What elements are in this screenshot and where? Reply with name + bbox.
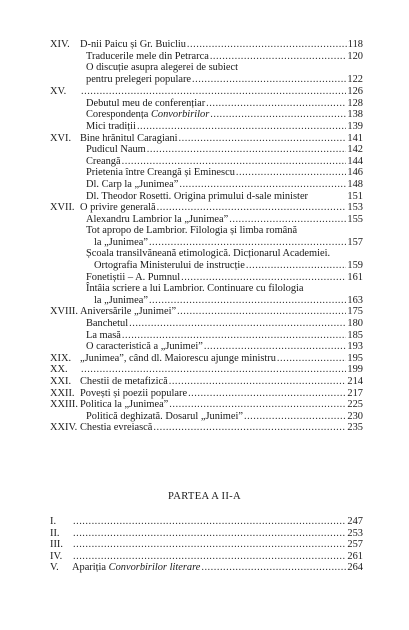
dot-leader [188,388,346,400]
entry-title-text: la „Junimea” [94,294,148,306]
toc-entry [50,98,363,110]
entry-title-text: Debutul meu de conferențiar [86,97,206,109]
toc-entry [50,306,363,318]
entry-title-text: Dl. Carp la „Junimea” [86,178,179,190]
entry-title-text: Mici tradiții [86,120,136,132]
page-number: 146 [347,167,363,179]
chapter-number: XVIII. [50,306,78,318]
page-number: 155 [347,213,363,225]
toc-entry [50,121,363,133]
entry-title [86,98,205,110]
page-number: 153 [347,202,363,214]
page-number: 138 [347,109,363,121]
page-number: 217 [347,387,363,399]
chapter-number: XIX. [50,352,72,364]
chapter-number: II. [50,527,60,539]
entry-title [86,411,243,423]
dot-leader [181,272,346,284]
entry-title-text: Aniversările „Junimei” [80,306,177,318]
chapter-number: XXIV. [50,422,78,434]
entry-title [72,562,200,574]
entry-title [86,109,209,121]
entry-title [86,167,235,179]
dot-leader [236,167,347,179]
page-number: 157 [347,236,363,248]
entry-title-text: Dl. Theodor Rosetti. Origina primului d-sale minister [86,190,309,202]
dot-leader [149,295,346,307]
entry-title-text: Prietenia între Creangă și Eminescu [86,167,235,179]
entry-title [94,260,245,272]
entry-title [80,202,156,214]
toc-entry [50,295,363,307]
chapter-number: V. [50,562,59,574]
dot-leader [169,376,347,388]
entry-title-text: Întâia scriere a lui Lambrior. Continuare cu filologia [86,283,304,295]
entry-title [86,62,238,74]
page-number: 180 [347,318,363,330]
page-number: 185 [347,329,363,341]
toc-entry [50,376,363,388]
toc-entry [50,330,363,342]
page-number: 257 [347,539,363,551]
entry-title-text: Fonetiștii – A. Pumnul [86,271,181,283]
dot-leader [206,98,346,110]
dot-leader [122,330,347,342]
entry-title-text: Creangă [86,155,121,167]
page-number: 261 [347,550,363,562]
page-number: 235 [347,422,363,434]
entry-title-text: la „Junimea” [94,236,148,248]
page-number: 199 [347,364,363,376]
entry-title-text: Chestia evreiască [80,422,153,434]
toc-entry [50,411,363,423]
dot-leader [210,109,346,121]
dot-leader [201,562,346,574]
entry-title [94,295,148,307]
chapter-number: XX. [50,364,68,376]
entry-title [86,225,297,237]
dot-leader [137,121,346,133]
entry-title [86,121,136,133]
toc-entry [50,191,363,203]
entry-title-italic: Convorbirilor literare [108,562,201,574]
page-number: 118 [347,39,363,50]
entry-title [80,306,176,318]
entry-title-text: „Junimea”, când dl. Maiorescu ajunge ministru [80,352,276,364]
toc-part-one [50,39,363,434]
page-number: 139 [347,120,363,132]
chapter-number: XXIII. [50,399,78,411]
dot-leader [73,516,346,528]
entry-title [86,191,308,203]
dot-leader [229,214,346,226]
toc-entry [50,562,363,574]
page-number: 128 [347,97,363,109]
dot-leader [244,411,346,423]
entry-title [86,341,203,353]
toc-entry [50,51,363,63]
dot-leader [147,144,347,156]
entry-title [86,179,178,191]
chapter-number: IV. [50,550,63,562]
chapter-number: XVI. [50,132,72,144]
dot-leader [122,156,347,168]
page-number: 142 [347,144,363,156]
entry-title [86,248,330,260]
toc-entry [50,539,363,551]
entry-title-text: D-nii Paicu și Gr. Buicliu [80,39,186,50]
page-number: 126 [347,86,363,98]
entry-title [86,283,304,295]
dot-leader [169,399,346,411]
toc-entry [50,133,363,145]
entry-title-text: Pudicul Naum [86,144,146,156]
entry-title-text: O privire generală [80,202,156,214]
page-number: 230 [347,410,363,422]
page-number: 214 [347,376,363,388]
entry-title [86,156,121,168]
entry-title-text: Școala transilvăneană etimologică. Dicționarul Academiei. [86,248,331,260]
chapter-number: XV. [50,86,67,98]
toc-entry [50,318,363,330]
toc-entry [50,202,363,214]
page-number: 122 [347,73,363,85]
entry-title-text: Bine hrănitul Caragiani [80,132,178,144]
entry-title [80,133,178,145]
entry-title [86,74,191,86]
page-number: 120 [347,50,363,62]
chapter-number: XXII. [50,387,75,399]
entry-title-text: Povești și poezii populare [80,387,188,399]
toc-entry [50,156,363,168]
dot-leader [192,74,346,86]
entry-title [80,353,276,365]
page-number: 159 [347,260,363,272]
chapter-number: XVII. [50,202,75,214]
dot-leader [81,364,346,376]
toc-entry [50,341,363,353]
page-number: 175 [347,306,363,318]
toc-entry [50,516,363,528]
toc-part-two [50,516,363,574]
entry-title [86,330,121,342]
page-number: 163 [347,294,363,306]
toc-entry [50,214,363,226]
entry-title [80,39,186,51]
dot-leader [73,528,346,540]
entry-title [86,318,128,330]
toc-entry [50,260,363,272]
entry-title [80,388,187,400]
page-number: 141 [347,132,363,144]
dot-leader [187,39,347,51]
toc-entry [50,388,363,400]
entry-title-text: Banchetul [86,318,129,330]
entry-title [80,422,152,434]
dot-leader [73,551,346,563]
part-two-heading: PARTEA A II-A [168,491,241,502]
dot-leader [149,237,346,249]
entry-title [86,144,146,156]
entry-title-text: Corespondența [86,109,151,121]
dot-leader [153,422,346,434]
entry-title-text: Traducerile mele din Petrarca [86,50,209,62]
dot-leader [179,179,346,191]
page-number: 264 [347,562,363,574]
dot-leader [177,306,346,318]
entry-title [86,272,180,284]
page-number: 225 [347,399,363,411]
entry-title-text: Chestii de metafizică [80,376,168,388]
page-number: 193 [347,341,363,353]
toc-entry [50,283,363,295]
dot-leader [204,341,347,353]
page-number: 144 [347,155,363,167]
dot-leader [157,202,347,214]
entry-title-text: Politica la „Junimea” [80,399,169,411]
toc-entry [50,109,363,121]
entry-title [80,376,168,388]
entry-title-italic: Convorbirilor [150,109,210,121]
page-number: 148 [347,178,363,190]
entry-title [94,237,148,249]
toc-entry [50,179,363,191]
entry-title [86,51,209,63]
page-number: 151 [347,190,363,202]
dot-leader [179,133,347,145]
toc-entry [50,62,363,74]
entry-title-text: pentru prelegeri populare [86,73,192,85]
toc-entry [50,144,363,156]
entry-title-text: O discuție asupra alegerei de subiect [86,62,239,74]
toc-entry [50,272,363,284]
dot-leader [246,260,346,272]
dot-leader [210,51,347,63]
entry-title [80,399,168,411]
chapter-number: III. [50,539,63,551]
toc-entry [50,248,363,260]
dot-leader [129,318,346,330]
page-number: 253 [347,527,363,539]
chapter-number: I. [50,516,57,527]
dot-leader [73,539,346,551]
entry-title-text: Ortografia Ministerului de instrucție [94,260,245,272]
entry-title-text: Tot apropo de Lambrior. Filologia și limba română [86,225,298,237]
chapter-number: XXI. [50,376,72,388]
entry-title-text: Apariția [72,562,109,574]
toc-entry [50,353,363,365]
toc-entry [50,86,363,98]
toc-entry [50,167,363,179]
chapter-number: XIV. [50,39,70,50]
page-number: 161 [347,271,363,283]
entry-title-text: La masă [86,329,121,341]
toc-entry [50,225,363,237]
entry-title-text: Alexandru Lambrior la „Junimea” [86,213,229,225]
toc-entry [50,399,363,411]
toc-entry [50,74,363,86]
toc-entry [50,237,363,249]
entry-title-text: Politică deghizată. Dosarul „Junimei” [86,410,243,422]
toc-entry [50,422,363,434]
toc-entry [50,364,363,376]
page-number: 247 [347,516,363,527]
entry-title-text: O caracteristică a „Junimei” [86,341,203,353]
toc-entry [50,39,363,51]
dot-leader [81,86,346,98]
toc-entry [50,551,363,563]
dot-leader [277,353,346,365]
page-number: 195 [347,352,363,364]
toc-entry [50,528,363,540]
entry-title [86,214,228,226]
